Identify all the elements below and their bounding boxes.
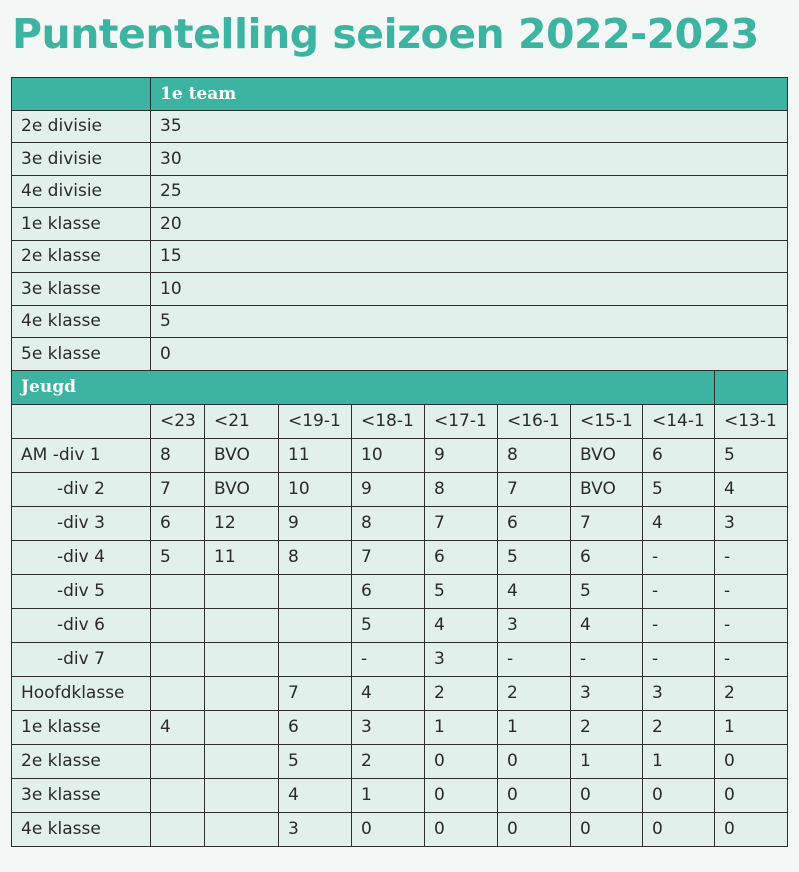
first-team-row [12, 110, 788, 143]
age-column-header: <23 [151, 404, 205, 438]
points-cell [279, 608, 352, 642]
youth-row [12, 812, 788, 846]
points-cell: 4 [352, 676, 425, 710]
points-cell: 9 [352, 472, 425, 506]
youth-row [12, 710, 788, 744]
page-title: Puntentelling seizoen 2022-2023 [12, 10, 759, 58]
points-cell: 1 [352, 778, 425, 812]
points-cell: 4 [643, 506, 715, 540]
youth-division-label: -div 2 [12, 472, 151, 506]
points-cell: 8 [279, 540, 352, 574]
first-team-header-row [12, 78, 788, 111]
points-cell: 2 [715, 676, 788, 710]
first-team-row [12, 143, 788, 176]
division-points: 20 [151, 208, 788, 241]
division-label: 3e klasse [12, 273, 151, 306]
points-cell [151, 812, 205, 846]
points-cell [151, 778, 205, 812]
youth-division-label: 2e klasse [12, 744, 151, 778]
division-label: 3e divisie [12, 143, 151, 176]
youth-row [12, 778, 788, 812]
age-column-header: <14-1 [643, 404, 715, 438]
points-cell: 0 [352, 812, 425, 846]
points-cell: 5 [425, 574, 498, 608]
points-cell: 3 [279, 812, 352, 846]
points-cell: 0 [643, 812, 715, 846]
points-cell: 0 [571, 812, 643, 846]
points-cell: 0 [425, 744, 498, 778]
division-label: 4e klasse [12, 305, 151, 338]
division-points: 35 [151, 110, 788, 143]
points-cell: 6 [352, 574, 425, 608]
age-column-header: <13-1 [715, 404, 788, 438]
points-cell: 5 [571, 574, 643, 608]
youth-row [12, 438, 788, 472]
youth-division-label: 3e klasse [12, 778, 151, 812]
first-team-row [12, 240, 788, 273]
points-cell: 1 [571, 744, 643, 778]
division-points: 30 [151, 143, 788, 176]
youth-division-label: 4e klasse [12, 812, 151, 846]
points-cell: 4 [498, 574, 571, 608]
points-cell: 7 [279, 676, 352, 710]
points-cell: BVO [205, 438, 279, 472]
points-cell: 3 [425, 642, 498, 676]
header-blank-cell [12, 78, 151, 111]
points-cell: 11 [205, 540, 279, 574]
youth-row [12, 506, 788, 540]
points-cell: 3 [643, 676, 715, 710]
division-label: 2e divisie [12, 110, 151, 143]
points-cell: - [643, 540, 715, 574]
points-cell: 2 [352, 744, 425, 778]
points-cell: 4 [151, 710, 205, 744]
points-cell: - [498, 642, 571, 676]
points-cell [151, 744, 205, 778]
youth-column-header-row [12, 404, 788, 438]
points-cell: 4 [715, 472, 788, 506]
points-cell: 8 [151, 438, 205, 472]
youth-row [12, 574, 788, 608]
division-points: 25 [151, 175, 788, 208]
first-team-row [12, 208, 788, 241]
points-cell: 8 [352, 506, 425, 540]
points-cell: 1 [715, 710, 788, 744]
youth-division-label: -div 3 [12, 506, 151, 540]
points-cell: 7 [425, 506, 498, 540]
youth-division-label: -div 4 [12, 540, 151, 574]
points-cell: - [352, 642, 425, 676]
points-cell: - [643, 608, 715, 642]
points-cell: 8 [498, 438, 571, 472]
age-column-header: <17-1 [425, 404, 498, 438]
points-cell [205, 812, 279, 846]
points-cell: 0 [715, 778, 788, 812]
points-cell [151, 642, 205, 676]
points-cell: 2 [571, 710, 643, 744]
points-cell: 6 [498, 506, 571, 540]
youth-division-label: -div 7 [12, 642, 151, 676]
points-cell [279, 574, 352, 608]
points-cell: 5 [715, 438, 788, 472]
age-column-header: <16-1 [498, 404, 571, 438]
youth-row [12, 608, 788, 642]
youth-row [12, 472, 788, 506]
division-label: 4e divisie [12, 175, 151, 208]
points-cell: 12 [205, 506, 279, 540]
points-cell: - [715, 574, 788, 608]
division-label: 1e klasse [12, 208, 151, 241]
youth-division-label: AM -div 1 [12, 438, 151, 472]
points-cell [205, 778, 279, 812]
points-table [11, 77, 788, 847]
points-cell: 0 [715, 812, 788, 846]
points-cell: 4 [279, 778, 352, 812]
points-cell: 0 [498, 812, 571, 846]
youth-division-label: -div 6 [12, 608, 151, 642]
points-cell: 2 [425, 676, 498, 710]
points-cell: - [571, 642, 643, 676]
points-cell: 7 [571, 506, 643, 540]
points-cell [279, 642, 352, 676]
points-cell: 0 [715, 744, 788, 778]
youth-division-label: Hoofdklasse [12, 676, 151, 710]
points-cell: 11 [279, 438, 352, 472]
points-cell: 3 [715, 506, 788, 540]
age-column-header: <18-1 [352, 404, 425, 438]
points-cell: 5 [279, 744, 352, 778]
points-cell [151, 676, 205, 710]
points-cell: 10 [352, 438, 425, 472]
division-points: 10 [151, 273, 788, 306]
first-team-row [12, 273, 788, 306]
points-cell: 9 [279, 506, 352, 540]
points-cell [151, 574, 205, 608]
points-cell: 0 [425, 812, 498, 846]
points-cell: - [643, 574, 715, 608]
points-cell: BVO [205, 472, 279, 506]
division-points: 0 [151, 338, 788, 371]
points-cell: 6 [425, 540, 498, 574]
points-cell: 5 [498, 540, 571, 574]
points-cell: 0 [425, 778, 498, 812]
points-cell: 0 [643, 778, 715, 812]
points-cell [205, 642, 279, 676]
points-cell: 0 [498, 744, 571, 778]
points-cell: BVO [571, 472, 643, 506]
points-cell [205, 574, 279, 608]
points-cell: 4 [425, 608, 498, 642]
points-cell: 6 [279, 710, 352, 744]
first-team-row [12, 305, 788, 338]
points-cell: 1 [643, 744, 715, 778]
points-cell: 2 [498, 676, 571, 710]
points-cell [205, 608, 279, 642]
points-cell: 3 [498, 608, 571, 642]
age-column-header: <15-1 [571, 404, 643, 438]
points-cell: 5 [643, 472, 715, 506]
points-cell [151, 608, 205, 642]
points-cell: 4 [571, 608, 643, 642]
points-cell: 1 [498, 710, 571, 744]
points-cell: - [715, 540, 788, 574]
age-column-header: <19-1 [279, 404, 352, 438]
division-points: 5 [151, 305, 788, 338]
age-column-header: <21 [205, 404, 279, 438]
points-cell: 3 [571, 676, 643, 710]
youth-header-row [12, 370, 788, 404]
points-cell: 7 [498, 472, 571, 506]
points-cell: 3 [352, 710, 425, 744]
first-team-section [12, 78, 788, 371]
points-cell: - [643, 642, 715, 676]
points-cell [205, 744, 279, 778]
points-cell: 0 [571, 778, 643, 812]
column-header-blank [12, 404, 151, 438]
division-points: 15 [151, 240, 788, 273]
points-cell: 0 [498, 778, 571, 812]
youth-header: Jeugd [12, 370, 715, 404]
points-cell: BVO [571, 438, 643, 472]
points-cell: - [715, 642, 788, 676]
youth-header-blank-cell [715, 370, 788, 404]
points-cell: - [715, 608, 788, 642]
points-cell: 5 [151, 540, 205, 574]
points-cell [205, 710, 279, 744]
first-team-row [12, 338, 788, 371]
youth-row [12, 642, 788, 676]
youth-section [12, 370, 788, 846]
points-cell: 7 [151, 472, 205, 506]
points-cell: 2 [643, 710, 715, 744]
youth-row [12, 744, 788, 778]
youth-division-label: 1e klasse [12, 710, 151, 744]
points-cell: 9 [425, 438, 498, 472]
first-team-header: 1e team [151, 78, 788, 111]
points-cell [205, 676, 279, 710]
division-label: 5e klasse [12, 338, 151, 371]
points-cell: 6 [571, 540, 643, 574]
first-team-row [12, 175, 788, 208]
youth-division-label: -div 5 [12, 574, 151, 608]
points-cell: 5 [352, 608, 425, 642]
points-cell: 1 [425, 710, 498, 744]
division-label: 2e klasse [12, 240, 151, 273]
points-cell: 8 [425, 472, 498, 506]
points-cell: 7 [352, 540, 425, 574]
youth-row [12, 676, 788, 710]
youth-row [12, 540, 788, 574]
points-cell: 10 [279, 472, 352, 506]
points-cell: 6 [151, 506, 205, 540]
points-cell: 6 [643, 438, 715, 472]
